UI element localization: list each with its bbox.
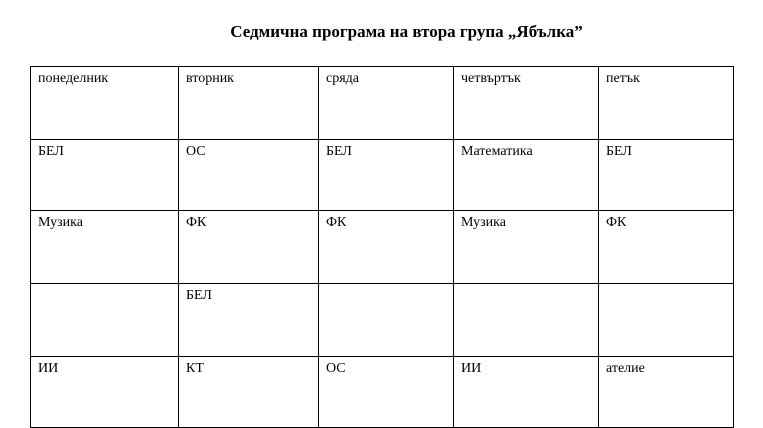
header-cell-wednesday: сряда	[319, 67, 454, 140]
table-cell	[454, 284, 599, 357]
table-row	[31, 140, 734, 211]
table-row	[31, 357, 734, 428]
table-cell: ИИ	[454, 357, 599, 428]
table-row	[31, 284, 734, 357]
table-cell	[599, 284, 734, 357]
table-cell: БЕЛ	[319, 140, 454, 211]
table-cell: КТ	[179, 357, 319, 428]
table-row	[31, 211, 734, 284]
table-cell: Музика	[31, 211, 179, 284]
table-cell: Музика	[454, 211, 599, 284]
header-cell-tuesday: вторник	[179, 67, 319, 140]
table-cell: Математика	[454, 140, 599, 211]
header-cell-monday: понеделник	[31, 67, 179, 140]
table-cell: БЕЛ	[31, 140, 179, 211]
table-cell: ОС	[319, 357, 454, 428]
table-cell: БЕЛ	[599, 140, 734, 211]
table-cell: ОС	[179, 140, 319, 211]
table-cell: ФК	[179, 211, 319, 284]
table-cell: БЕЛ	[179, 284, 319, 357]
table-header-row	[31, 67, 734, 140]
table-cell: ИИ	[31, 357, 179, 428]
weekly-schedule-table	[30, 66, 734, 428]
table-cell: ФК	[599, 211, 734, 284]
table-cell	[319, 284, 454, 357]
header-cell-friday: петък	[599, 67, 734, 140]
page-title: Седмична програма на втора група „Ябълка”	[230, 22, 583, 41]
table-cell: ателие	[599, 357, 734, 428]
table-cell	[31, 284, 179, 357]
table-cell: ФК	[319, 211, 454, 284]
header-cell-thursday: четвъртък	[454, 67, 599, 140]
